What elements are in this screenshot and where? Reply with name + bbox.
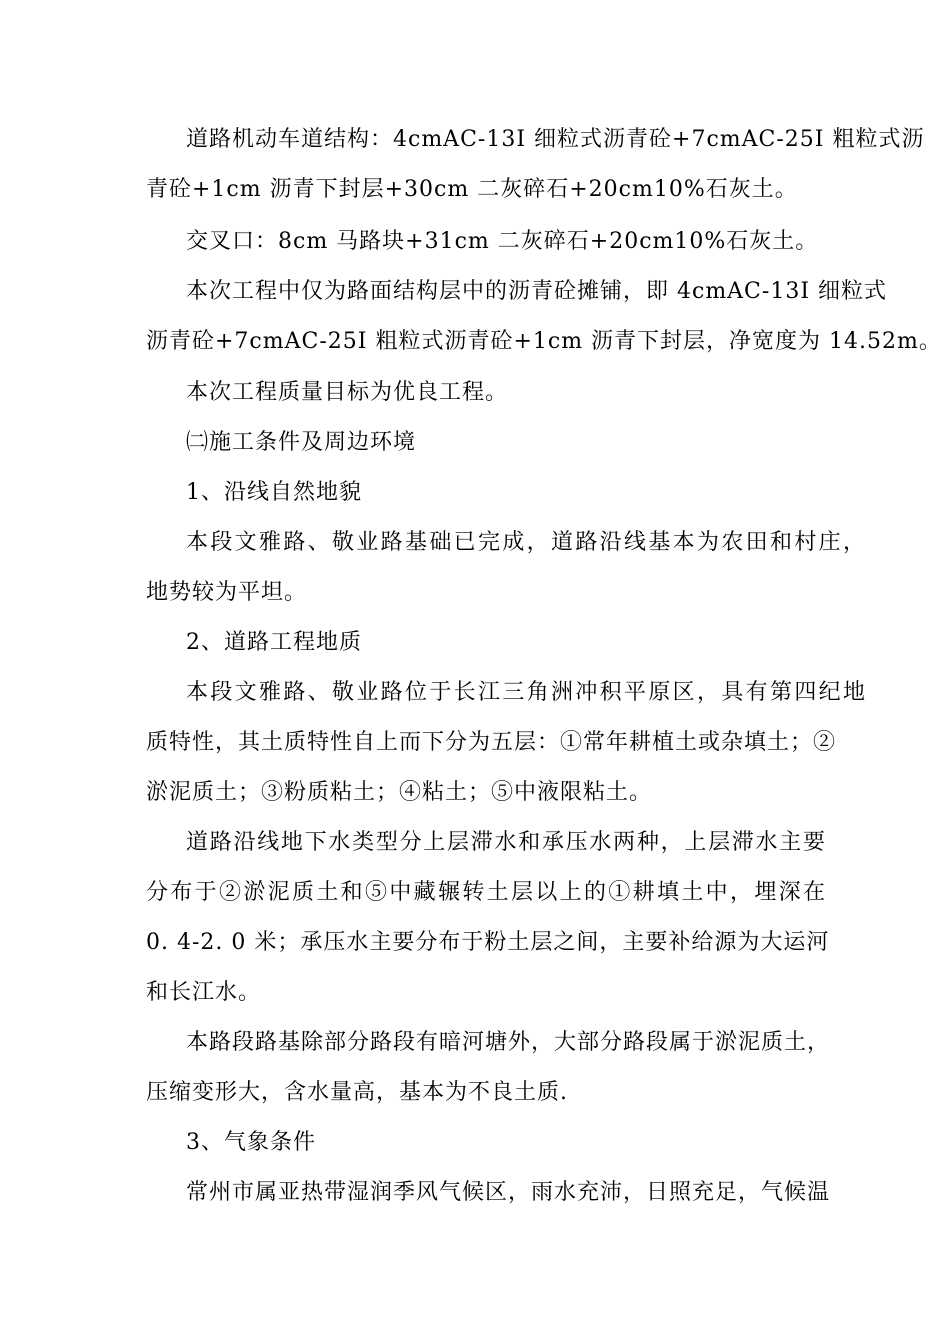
text-line: 和长江水。 bbox=[146, 980, 262, 1005]
text-line: 沥青砼+7cmAC-25I 粗粒式沥青砼+1cm 沥青下封层，净宽度为 14.52m。 bbox=[146, 329, 942, 354]
text-line: 地势较为平坦。 bbox=[146, 580, 308, 605]
text-line: 道路机动车道结构：4cmAC-13I 细粒式沥青砼+7cmAC-25I 粗粒式沥 bbox=[186, 127, 925, 152]
text-line: 0. 4-2. 0 米；承压水主要分布于粉土层之间，主要补给源为大运河 bbox=[146, 930, 830, 955]
text-line: 本次工程质量目标为优良工程。 bbox=[186, 380, 509, 405]
section-heading: ㈡施工条件及周边环境 bbox=[186, 430, 417, 455]
text-line: 淤泥质土；③粉质粘土；④粘土；⑤中液限粘土。 bbox=[146, 780, 653, 805]
text-line: 质特性，其土质特性自上而下分为五层：①常年耕植土或杂填土；② bbox=[146, 730, 837, 755]
text-line: 交叉口：8cm 马路块+31cm 二灰碎石+20cm10%石灰土。 bbox=[186, 229, 819, 254]
subsection-heading: 1、沿线自然地貌 bbox=[186, 480, 362, 505]
text-line: 本次工程中仅为路面结构层中的沥青砼摊铺，即 4cmAC-13I 细粒式 bbox=[186, 279, 888, 304]
text-line: 本段文雅路、敬业路位于长江三角洲冲积平原区，具有第四纪地 bbox=[186, 680, 866, 705]
text-line: 青砼+1cm 沥青下封层+30cm 二灰碎石+20cm10%石灰土。 bbox=[146, 177, 798, 202]
text-line: 本段文雅路、敬业路基础已完成，道路沿线基本为农田和村庄， bbox=[186, 530, 866, 555]
subsection-heading: 3、气象条件 bbox=[186, 1130, 316, 1155]
text-line: 分布于②淤泥质土和⑤中藏辗转土层以上的①耕填土中，埋深在 bbox=[146, 880, 826, 905]
text-line: 道路沿线地下水类型分上层滞水和承压水两种，上层滞水主要 bbox=[186, 830, 826, 855]
text-line: 本路段路基除部分路段有暗河塘外，大部分路段属于淤泥质土， bbox=[186, 1030, 831, 1055]
text-line: 常州市属亚热带湿润季风气候区，雨水充沛，日照充足，气候温 bbox=[186, 1180, 831, 1205]
text-line: 压缩变形大，含水量高，基本为不良土质. bbox=[146, 1080, 568, 1105]
subsection-heading: 2、道路工程地质 bbox=[186, 630, 362, 655]
